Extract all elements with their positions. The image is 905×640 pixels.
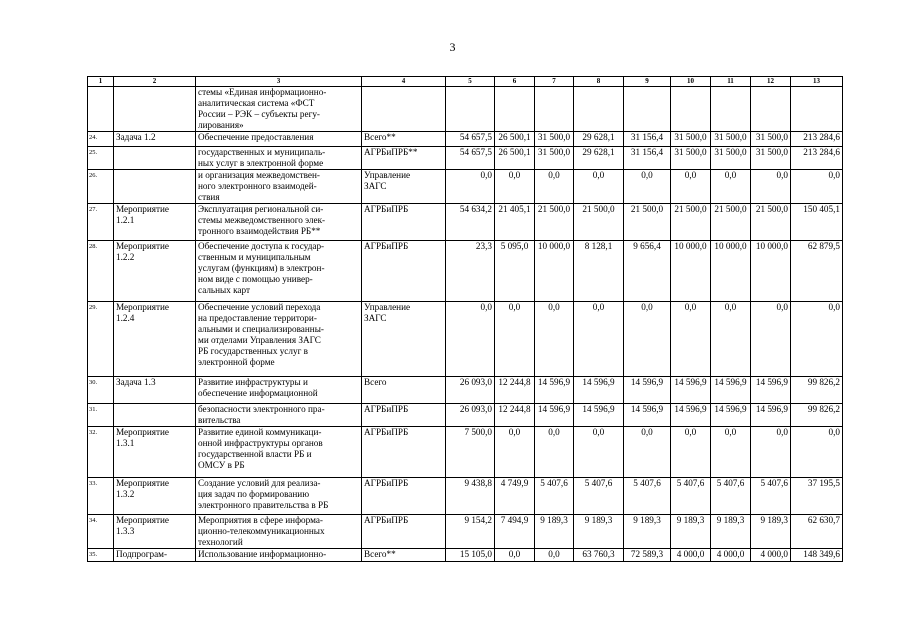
value-cell: 0,0 <box>495 549 535 562</box>
column-number-header: 4 <box>362 77 446 87</box>
funding-source <box>362 87 446 132</box>
item-description: Использование информационно- <box>196 549 362 562</box>
value-cell: 31 500,0 <box>535 147 574 170</box>
value-cell: 31 500,0 <box>751 147 791 170</box>
item-name: Подпрограм- <box>114 549 196 562</box>
value-cell: 14 596,9 <box>574 404 624 427</box>
value-cell: 5 407,6 <box>535 478 574 515</box>
value-cell: 5 407,6 <box>624 478 671 515</box>
item-name <box>114 404 196 427</box>
value-cell: 9 189,3 <box>535 515 574 549</box>
table-row <box>88 478 843 515</box>
value-cell: 0,0 <box>791 427 843 478</box>
value-cell: 14 596,9 <box>535 377 574 404</box>
column-number-header: 7 <box>535 77 574 87</box>
value-cell <box>624 87 671 132</box>
value-cell: 12 244,8 <box>495 404 535 427</box>
value-cell: 0,0 <box>495 170 535 204</box>
table-row <box>88 204 843 241</box>
row-number: 26. <box>88 170 114 204</box>
table-row <box>88 377 843 404</box>
table-header-row <box>88 77 843 87</box>
row-number <box>88 87 114 132</box>
item-description: Создание условий для реализа- ция задач по формированию электронного правительства в РБ <box>196 478 362 515</box>
value-cell: 0,0 <box>791 302 843 377</box>
value-cell: 14 596,9 <box>751 377 791 404</box>
value-cell: 150 405,1 <box>791 204 843 241</box>
value-cell: 0,0 <box>446 302 495 377</box>
row-number: 31. <box>88 404 114 427</box>
item-description: государственных и муниципаль- ных услуг в электронной форме <box>196 147 362 170</box>
column-number-header: 5 <box>446 77 495 87</box>
funding-source: АГРБиПРБ <box>362 204 446 241</box>
value-cell <box>495 87 535 132</box>
value-cell: 0,0 <box>624 302 671 377</box>
value-cell: 14 596,9 <box>535 404 574 427</box>
value-cell: 21 500,0 <box>711 204 751 241</box>
value-cell <box>535 87 574 132</box>
value-cell: 9 189,3 <box>751 515 791 549</box>
funding-source: АГРБиПРБ <box>362 404 446 427</box>
value-cell: 31 156,4 <box>624 147 671 170</box>
funding-source: Управление ЗАГС <box>362 170 446 204</box>
value-cell: 99 826,2 <box>791 404 843 427</box>
value-cell: 29 628,1 <box>574 147 624 170</box>
table-row <box>88 87 843 132</box>
value-cell: 14 596,9 <box>574 377 624 404</box>
column-number-header: 8 <box>574 77 624 87</box>
value-cell: 0,0 <box>535 427 574 478</box>
value-cell: 148 349,6 <box>791 549 843 562</box>
value-cell: 9 189,3 <box>671 515 711 549</box>
value-cell: 10 000,0 <box>535 241 574 302</box>
column-number-header: 9 <box>624 77 671 87</box>
value-cell: 21 500,0 <box>671 204 711 241</box>
value-cell: 0,0 <box>711 302 751 377</box>
value-cell: 14 596,9 <box>671 377 711 404</box>
table-row <box>88 302 843 377</box>
item-name: Мероприятие 1.3.1 <box>114 427 196 478</box>
funding-source: АГРБиПРБ** <box>362 147 446 170</box>
value-cell: 31 500,0 <box>535 132 574 147</box>
value-cell: 4 749,9 <box>495 478 535 515</box>
value-cell: 0,0 <box>574 170 624 204</box>
item-description: Мероприятия в сфере информа- ционно-телекоммуникационных технологий <box>196 515 362 549</box>
value-cell: 31 500,0 <box>671 132 711 147</box>
item-name: Мероприятие 1.2.2 <box>114 241 196 302</box>
row-number: 32. <box>88 427 114 478</box>
value-cell <box>446 87 495 132</box>
value-cell: 15 105,0 <box>446 549 495 562</box>
funding-source: АГРБиПРБ <box>362 427 446 478</box>
value-cell: 5 407,6 <box>711 478 751 515</box>
column-number-header: 1 <box>88 77 114 87</box>
value-cell: 9 189,3 <box>624 515 671 549</box>
value-cell: 5 407,6 <box>751 478 791 515</box>
value-cell: 0,0 <box>751 427 791 478</box>
item-name: Мероприятие 1.2.1 <box>114 204 196 241</box>
value-cell: 14 596,9 <box>671 404 711 427</box>
value-cell: 31 156,4 <box>624 132 671 147</box>
column-number-header: 10 <box>671 77 711 87</box>
item-name <box>114 147 196 170</box>
value-cell: 26 500,1 <box>495 132 535 147</box>
table-row <box>88 515 843 549</box>
column-number-header: 2 <box>114 77 196 87</box>
value-cell: 0,0 <box>711 427 751 478</box>
value-cell: 7 500,0 <box>446 427 495 478</box>
value-cell: 0,0 <box>711 170 751 204</box>
value-cell: 62 630,7 <box>791 515 843 549</box>
value-cell: 37 195,5 <box>791 478 843 515</box>
value-cell: 72 589,3 <box>624 549 671 562</box>
value-cell: 0,0 <box>495 302 535 377</box>
funding-source: Всего <box>362 377 446 404</box>
value-cell: 213 284,6 <box>791 147 843 170</box>
value-cell: 12 244,8 <box>495 377 535 404</box>
item-name <box>114 87 196 132</box>
value-cell: 63 760,3 <box>574 549 624 562</box>
value-cell: 5 407,6 <box>574 478 624 515</box>
row-number: 35. <box>88 549 114 562</box>
row-number: 25. <box>88 147 114 170</box>
value-cell: 14 596,9 <box>751 404 791 427</box>
value-cell: 21 500,0 <box>624 204 671 241</box>
column-number-header: 13 <box>791 77 843 87</box>
table-row <box>88 427 843 478</box>
row-number: 27. <box>88 204 114 241</box>
row-number: 29. <box>88 302 114 377</box>
item-description: безопасности электронного пра- вительства <box>196 404 362 427</box>
value-cell: 7 494,9 <box>495 515 535 549</box>
funding-source: АГРБиПРБ <box>362 515 446 549</box>
value-cell: 9 189,3 <box>711 515 751 549</box>
value-cell: 9 656,4 <box>624 241 671 302</box>
table-row <box>88 132 843 147</box>
value-cell: 0,0 <box>671 170 711 204</box>
page-number: 3 <box>449 40 456 54</box>
value-cell: 9 189,3 <box>574 515 624 549</box>
value-cell <box>791 87 843 132</box>
value-cell <box>711 87 751 132</box>
value-cell: 21 500,0 <box>751 204 791 241</box>
table-row <box>88 170 843 204</box>
value-cell: 10 000,0 <box>671 241 711 302</box>
value-cell: 26 500,1 <box>495 147 535 170</box>
item-description: Эксплуатация региональной си- стемы межведомственного элек- тронного взаимодействия РБ** <box>196 204 362 241</box>
value-cell: 29 628,1 <box>574 132 624 147</box>
value-cell: 99 826,2 <box>791 377 843 404</box>
value-cell: 14 596,9 <box>624 404 671 427</box>
value-cell: 9 154,2 <box>446 515 495 549</box>
row-number: 34. <box>88 515 114 549</box>
item-description: Развитие инфраструктуры и обеспечение информационной <box>196 377 362 404</box>
item-name: Задача 1.2 <box>114 132 196 147</box>
value-cell: 31 500,0 <box>711 132 751 147</box>
column-number-header: 3 <box>196 77 362 87</box>
item-name: Мероприятие 1.2.4 <box>114 302 196 377</box>
value-cell: 0,0 <box>671 427 711 478</box>
funding-source: АГРБиПРБ <box>362 241 446 302</box>
value-cell: 14 596,9 <box>624 377 671 404</box>
value-cell: 31 500,0 <box>671 147 711 170</box>
value-cell: 10 000,0 <box>711 241 751 302</box>
item-description: Обеспечение предоставления <box>196 132 362 147</box>
funding-source: Всего** <box>362 132 446 147</box>
value-cell: 0,0 <box>751 170 791 204</box>
value-cell: 31 500,0 <box>711 147 751 170</box>
value-cell: 26 093,0 <box>446 377 495 404</box>
funding-source: Управление ЗАГС <box>362 302 446 377</box>
value-cell: 0,0 <box>624 170 671 204</box>
value-cell: 23,3 <box>446 241 495 302</box>
value-cell: 62 879,5 <box>791 241 843 302</box>
value-cell: 14 596,9 <box>711 404 751 427</box>
item-name: Мероприятие 1.3.2 <box>114 478 196 515</box>
item-description: стемы «Единая информационно- аналитическая система «ФСТ России – РЭК – субъекты регу- лирования» <box>196 87 362 132</box>
value-cell: 9 438,8 <box>446 478 495 515</box>
value-cell: 54 634,2 <box>446 204 495 241</box>
value-cell: 0,0 <box>574 302 624 377</box>
item-description: и организация межведомствен- ного электронного взаимодей- ствия <box>196 170 362 204</box>
value-cell: 4 000,0 <box>671 549 711 562</box>
value-cell: 54 657,5 <box>446 132 495 147</box>
row-number: 24. <box>88 132 114 147</box>
row-number: 28. <box>88 241 114 302</box>
item-name: Задача 1.3 <box>114 377 196 404</box>
value-cell: 8 128,1 <box>574 241 624 302</box>
row-number: 30. <box>88 377 114 404</box>
value-cell: 213 284,6 <box>791 132 843 147</box>
value-cell: 0,0 <box>535 302 574 377</box>
value-cell: 5 095,0 <box>495 241 535 302</box>
value-cell: 4 000,0 <box>751 549 791 562</box>
value-cell: 0,0 <box>791 170 843 204</box>
column-number-header: 6 <box>495 77 535 87</box>
table-row <box>88 549 843 562</box>
value-cell <box>671 87 711 132</box>
item-name <box>114 170 196 204</box>
value-cell: 5 407,6 <box>671 478 711 515</box>
value-cell: 0,0 <box>751 302 791 377</box>
item-name: Мероприятие 1.3.3 <box>114 515 196 549</box>
row-number: 33. <box>88 478 114 515</box>
table-row <box>88 404 843 427</box>
value-cell: 0,0 <box>624 427 671 478</box>
column-number-header: 12 <box>751 77 791 87</box>
value-cell: 54 657,5 <box>446 147 495 170</box>
item-description: Обеспечение доступа к государ- ственным и муниципальным услугам (функциям) в электрон- ном виде с помощью универ- сальных карт <box>196 241 362 302</box>
value-cell: 4 000,0 <box>711 549 751 562</box>
value-cell: 0,0 <box>535 549 574 562</box>
item-description: Развитие единой коммуникаци- онной инфраструктуры органов государственной власти РБ и ОМСУ в РБ <box>196 427 362 478</box>
item-description: Обеспечение условий перехода на предоставление территори- альными и специализированны- ми отделами Управления ЗАГС РБ государственных услуг в электронной форме <box>196 302 362 377</box>
table-row <box>88 241 843 302</box>
value-cell <box>751 87 791 132</box>
value-cell: 21 500,0 <box>535 204 574 241</box>
budget-table <box>87 76 843 562</box>
value-cell: 10 000,0 <box>751 241 791 302</box>
funding-source: Всего** <box>362 549 446 562</box>
value-cell: 26 093,0 <box>446 404 495 427</box>
value-cell: 0,0 <box>535 170 574 204</box>
value-cell: 21 500,0 <box>574 204 624 241</box>
value-cell: 21 405,1 <box>495 204 535 241</box>
value-cell: 14 596,9 <box>711 377 751 404</box>
value-cell <box>574 87 624 132</box>
value-cell: 0,0 <box>495 427 535 478</box>
value-cell: 31 500,0 <box>751 132 791 147</box>
table-row <box>88 147 843 170</box>
value-cell: 0,0 <box>671 302 711 377</box>
value-cell: 0,0 <box>446 170 495 204</box>
funding-source: АГРБиПРБ <box>362 478 446 515</box>
value-cell: 0,0 <box>574 427 624 478</box>
column-number-header: 11 <box>711 77 751 87</box>
